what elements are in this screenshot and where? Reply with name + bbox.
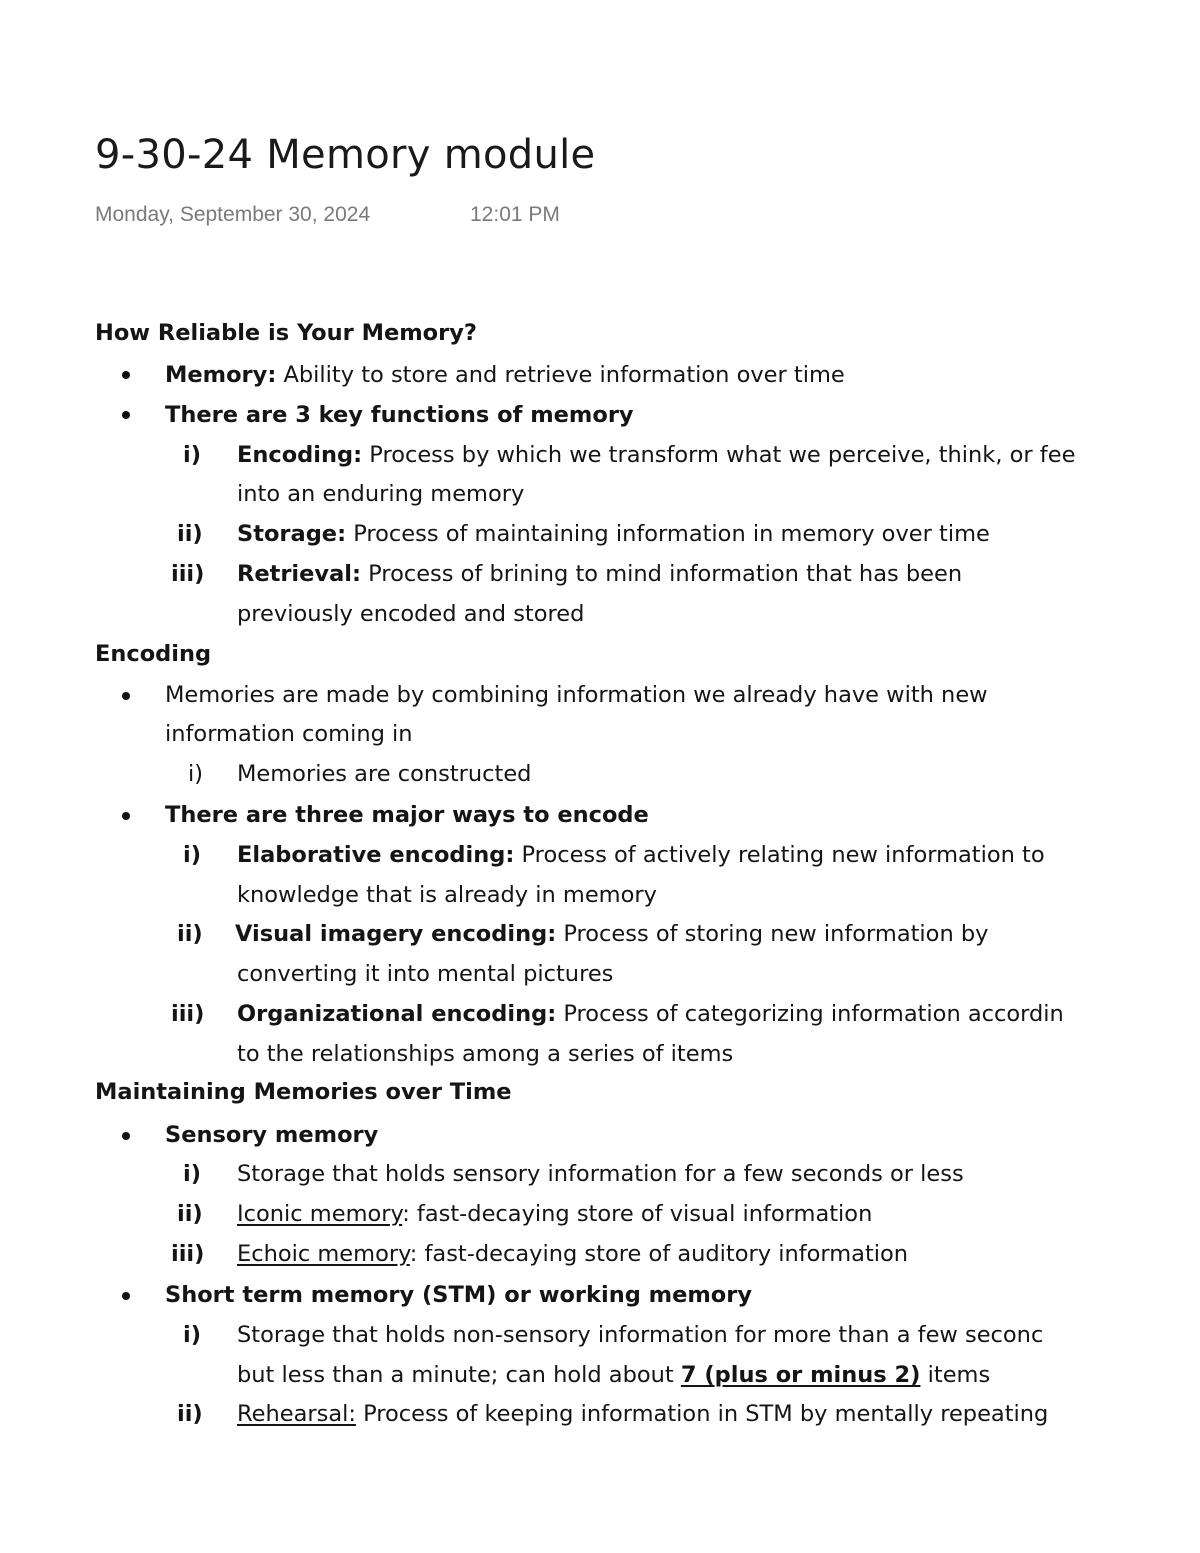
continuation-text: items bbox=[920, 1362, 991, 1388]
list-item bbox=[237, 835, 1045, 875]
list-item bbox=[237, 1194, 872, 1234]
list-marker: i) bbox=[183, 1161, 201, 1187]
bullet-icon bbox=[122, 1132, 130, 1140]
list-item bbox=[165, 355, 845, 395]
list-marker: iii) bbox=[171, 1001, 205, 1027]
list-item-continuation: information coming in bbox=[165, 721, 413, 747]
list-item: Sensory memory bbox=[165, 1122, 379, 1148]
list-marker: i) bbox=[183, 842, 201, 868]
continuation-text: but less than a minute; can hold about bbox=[237, 1362, 681, 1388]
term: Rehearsal: bbox=[237, 1401, 356, 1427]
list-item bbox=[235, 914, 988, 954]
list-marker: i) bbox=[183, 442, 201, 468]
bullet-icon bbox=[122, 1292, 130, 1300]
list-item-continuation: previously encoded and stored bbox=[237, 601, 585, 627]
list-item: There are 3 key functions of memory bbox=[165, 402, 634, 428]
list-marker: iii) bbox=[171, 1241, 205, 1267]
definition: : fast-decaying store of auditory information bbox=[409, 1241, 909, 1267]
definition: Ability to store and retrieve information over time bbox=[276, 362, 845, 388]
definition: Process by which we transform what we perceive, think, or fee bbox=[362, 442, 1076, 468]
list-marker: ii) bbox=[177, 521, 203, 547]
definition: Process of categorizing information accordin bbox=[556, 1001, 1064, 1027]
section-heading: How Reliable is Your Memory? bbox=[95, 320, 477, 346]
list-item: Storage that holds non-sensory information for more than a few seconc bbox=[237, 1322, 1044, 1348]
list-item-continuation bbox=[237, 1355, 990, 1395]
list-item bbox=[237, 1394, 1048, 1434]
list-marker: iii) bbox=[171, 561, 205, 587]
list-item: There are three major ways to encode bbox=[165, 802, 649, 828]
definition: Process of storing new information by bbox=[556, 921, 989, 947]
section-heading: Encoding bbox=[95, 641, 212, 667]
term: Iconic memory bbox=[237, 1201, 403, 1227]
definition: Process of brining to mind information that has been bbox=[360, 561, 963, 587]
term: Memory: bbox=[165, 362, 277, 388]
list-marker: ii) bbox=[177, 921, 203, 947]
term: Storage: bbox=[237, 521, 347, 547]
bullet-icon bbox=[122, 371, 130, 379]
page-time: 12:01 PM bbox=[470, 203, 560, 226]
bullet-icon bbox=[122, 812, 130, 820]
list-item-continuation: into an enduring memory bbox=[237, 481, 525, 507]
list-marker: ii) bbox=[177, 1201, 203, 1227]
list-marker: i) bbox=[188, 761, 204, 787]
term: Elaborative encoding: bbox=[237, 842, 515, 868]
page-title: 9-30-24 Memory module bbox=[95, 132, 596, 178]
term: Echoic memory bbox=[237, 1241, 410, 1267]
definition: Process of actively relating new information to bbox=[514, 842, 1045, 868]
list-item-continuation: converting it into mental pictures bbox=[237, 961, 614, 987]
list-marker: ii) bbox=[177, 1401, 203, 1427]
list-item bbox=[237, 435, 1075, 475]
list-item-continuation: to the relationships among a series of items bbox=[237, 1041, 734, 1067]
term: Organizational encoding: bbox=[237, 1001, 557, 1027]
list-item bbox=[237, 554, 962, 594]
list-item bbox=[237, 1234, 908, 1274]
list-item: Short term memory (STM) or working memory bbox=[165, 1282, 753, 1308]
definition: Process of keeping information in STM by mentally repeating bbox=[355, 1401, 1049, 1427]
term: Encoding: bbox=[237, 442, 363, 468]
list-item bbox=[237, 514, 990, 554]
term: Visual imagery encoding: bbox=[235, 921, 557, 947]
list-marker: i) bbox=[183, 1322, 201, 1348]
list-item: Memories are constructed bbox=[237, 761, 532, 787]
list-item-continuation: knowledge that is already in memory bbox=[237, 882, 657, 908]
list-item: Storage that holds sensory information for a few seconds or less bbox=[237, 1161, 964, 1187]
bullet-icon bbox=[122, 692, 130, 700]
key-figure: 7 (plus or minus 2) bbox=[680, 1362, 921, 1388]
term: Retrieval: bbox=[237, 561, 361, 587]
definition: : fast-decaying store of visual information bbox=[402, 1201, 873, 1227]
section-heading: Maintaining Memories over Time bbox=[95, 1079, 512, 1105]
bullet-icon bbox=[122, 411, 130, 419]
list-item: Memories are made by combining information we already have with new bbox=[165, 682, 988, 708]
definition: Process of maintaining information in memory over time bbox=[346, 521, 990, 547]
list-item bbox=[237, 994, 1064, 1034]
page-date: Monday, September 30, 2024 bbox=[95, 203, 371, 226]
